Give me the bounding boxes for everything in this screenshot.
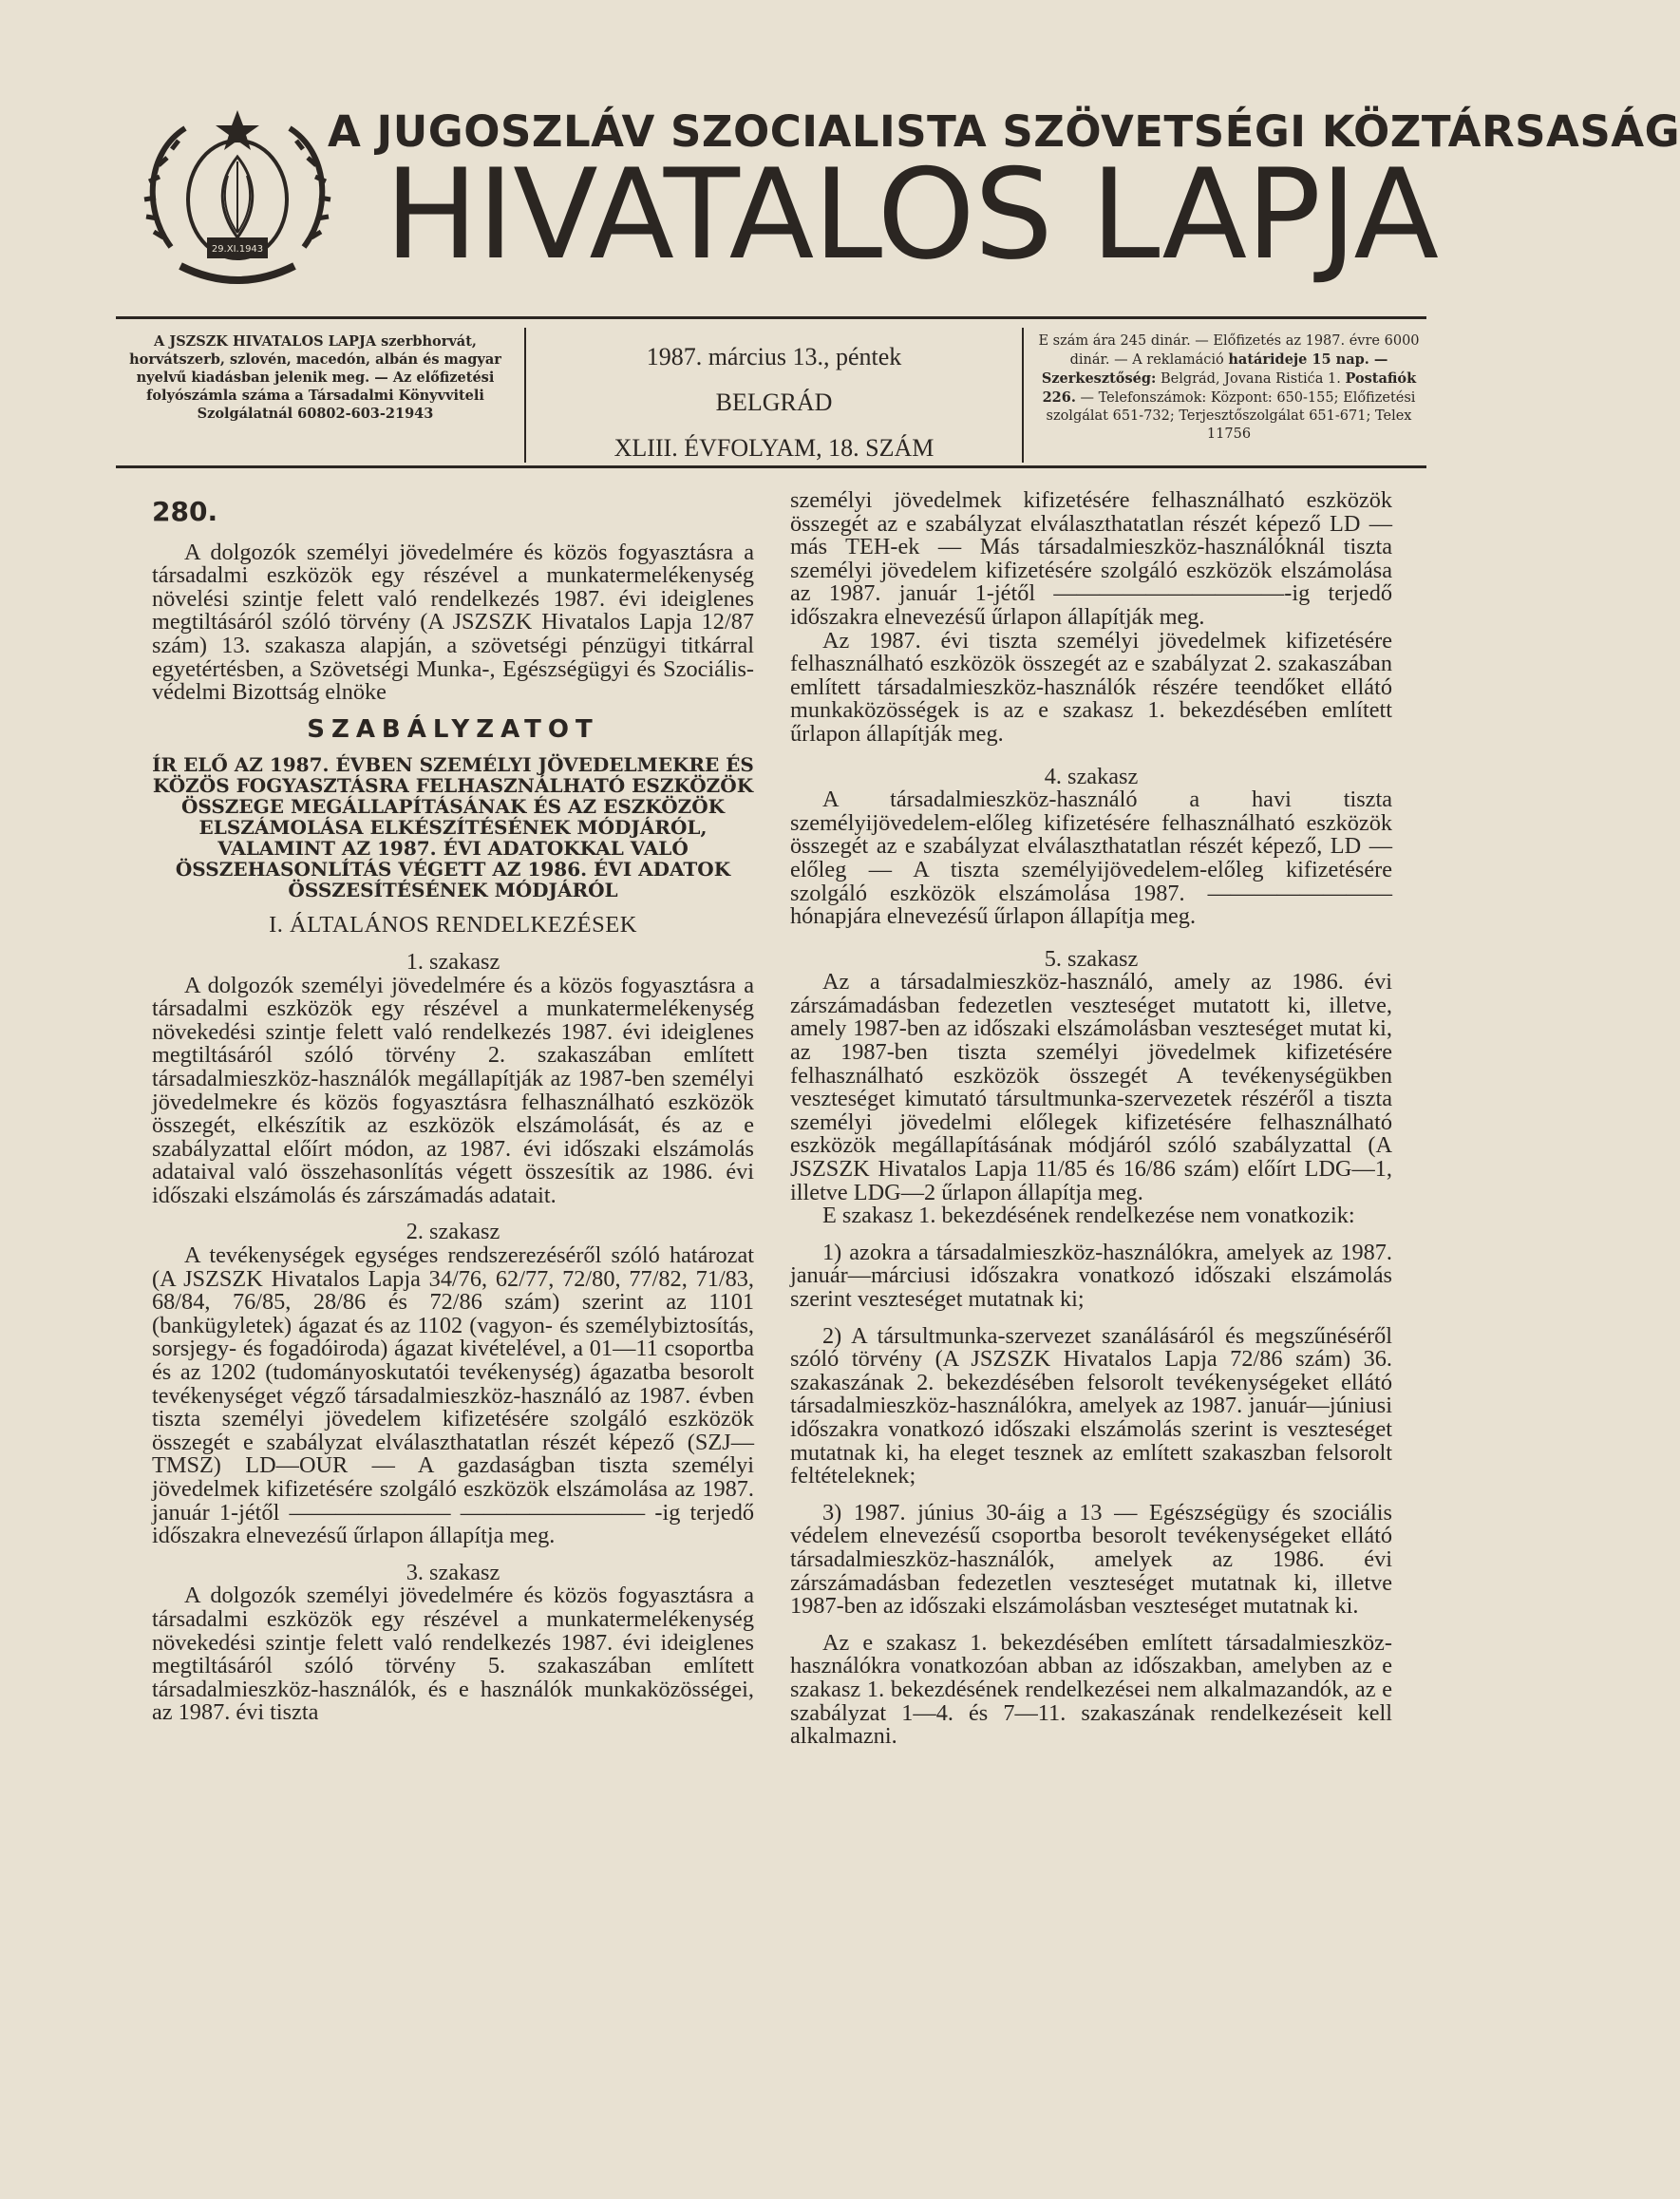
emblem-date: 29.XI.1943 [211,244,264,255]
article-2-title: 2. szakasz [406,1219,500,1245]
price-contact-info [1031,332,1426,444]
article-5-title: 5. szakasz [1044,945,1139,972]
publication-note: A JSZSZK HIVATALOS LAPJA szerbhorvát, horvátszerb, szlovén, macedón, albán és magyar nyelvű kiadásban jelenik meg. — Az előfizetési folyószámla száma a Társadalmi Könyvviteli Szolgálatnál 60802-603-21943 [129,333,501,422]
state-emblem-icon [142,104,332,299]
price-text: E szám ára 245 dinár. — Előfizetés az 1987. évre 6000 dinár. — A reklamáció [1038,333,1420,368]
phone-text: — Telefonszámok: Központ: 650-155; Előfizetési szolgálat 651-732; Terjesztőszolgálat 651-671; Telex 11756 [1046,390,1416,442]
article-3-text: A dolgozók személyi jövedelmére és közös fogyasztásra a társadalmi eszközök egy részével a munkatermelékenység növekedési szintje felett való rendelkezés 1987. évi ideiglenes megtiltásáról szóló törvény 5. szakaszában említett társadalmieszköz-használók, és e használók munkaközösségei, az 1987. évi tiszta [152,1583,754,1726]
intro-paragraph: A dolgozók személyi jövedelmére és közös fogyasztásra a társadalmi eszközök egy részével a munkatermelékenység növelési szintje felett való rendelkezés 1987. évi ideiglenes megtiltásáról szóló törvény (A JSZSZK Hivatalos Lapja 12/87 szám) 13. szakasza alapján, a szövetségi pénzügyi titkárral egyetértésben, a Szövetségi Munka-, Egészségügyi és Szociális-védelmi Bizottság elnöke [152,539,754,706]
left-column [152,489,754,1725]
exception-item-2: 2) A társultmunka-szervezet szanálásáról és megszűnéséről szóló törvény (A JSZSZK Hivatalos Lapja 72/86 szám) 36. szakaszának 2. bekezdésében felsorolt tevékenységeket ellátó társadalmieszköz-használókra, amelyek az 1987. január—júniusi időszakra vonatkozó időszaki elszámolás szerint is veszteséget mutatnak ki, ha eleget tesznek az említett szakaszban felsorolt feltételeknek; [790,1322,1392,1489]
article-3-title: 3. szakasz [406,1559,500,1585]
masthead-subtitle: A JUGOSZLÁV SZOCIALISTA SZÖVETSÉGI KÖZTÁRSASÁG [328,106,1680,157]
article-1-text: A dolgozók személyi jövedelmére és a közös fogyasztásra a társadalmi eszközök egy részével a munkatermelékenység növekedési szintje felett való rendelkezés 1987. évi ideiglenes megtiltásáról szóló törvény 2. szakaszában említett társadalmieszköz-használók megállapítják az 1987-ben személyi jövedelmekre és közös fogyasztásra felhasználható eszközök összegét, elkészítik az eszközök elszámolását, és az e szabályzattal előírt módon, az 1987. évi időszaki elszámolás adataival való összehasonlítás végett összesítik az 1986. évi időszaki elszámolás és zárszámadás adatait. [152,972,754,1208]
masthead-title: HIVATALOS LAPJA [385,142,1439,287]
article-2-text: A tevékenységek egységes rendszerezéséről szóló határozat (A JSZSZK Hivatalos Lapja 34/76, 62/77, 72/80, 77/82, 71/83, 68/84, 76/85, 28/86 és 72/86 szám) szerint az 1101 (bankügyletek) ágazat és az 1102 (vagyon- és személybiztosítás, sorsjegy- és fogadóiroda) ágazat kivételével, a 01—11 csoportba és az 1202 (tudományoskutatói tevékenység) ágazatba besorolt tevékenységet végző társadalmieszköz-használó az 1987. évben tiszta személyi jövedelem kifizetésére szolgáló eszközök összegét e szabályzat elválaszthatatlan részét képező (SZJ—TMSZ) LD—OUR — A gazdaságban tiszta személyi jövedelmek kifizetésére szolgáló eszközök elszámolása az 1987. január 1-jétől ——————— ———————— -ig terjedő időszakra elnevezésű űrlapon állapítja meg. [152,1242,754,1549]
po-box-text: Postafiók 226. [1042,370,1417,406]
regulation-title: ÍR ELŐ AZ 1987. ÉVBEN SZEMÉLYI JÖVEDELMEKRE ÉS KÖZÖS FOGYASZTÁSRA FELHASZNÁLHATÓ ESZKÖZÖK ÖSSZEGE MEGÁLLAPÍTÁSÁNAK ÉS AZ ESZKÖZÖK ELSZÁMOLÁSA ELKÉSZÍTÉSÉNEK MÓDJÁRÓL, VALAMINT AZ 1987. ÉVI ADATOKKAL VALÓ ÖSSZEHASONLÍTÁS VÉGETT AZ 1986. ÉVI ADATOK ÖSSZESÍTÉSÉNEK MÓDJÁRÓL [152,753,754,902]
exception-item-1: 1) azokra a társadalmieszköz-használókra, amelyek az 1987. január—márciusi időszakra vonatkozó időszaki elszámolás szerint veszteséget mutatnak ki; [790,1239,1392,1312]
issue-date: 1987. március 13., péntek [646,343,902,370]
issue-info [532,334,1016,471]
section-title: I. ÁLTALÁNOS RENDELKEZÉSEK [269,912,637,938]
article-5-paragraph-2: E szakasz 1. bekezdésének rendelkezése nem vonatkozik: [822,1203,1355,1229]
article-4-text: A társadalmieszköz-használó a havi tiszta személyijövedelem-előleg kifizetésére felhasználható eszközök összegét az e szabályzat elválaszthatatlan részét képező, LD — előleg — A tiszta személyijövedelem-előleg kifizetésére szolgáló eszközök elszámolása 1987. ———————— hónapjára elnevezésű űrlapon állapítja meg. [790,787,1392,930]
article-3-continued: személyi jövedelmek kifizetésére felhasználható eszközök összegét az e szabályzat elválaszthatatlan részét képező LD — más TEH-ek — Más társadalmieszköz-használóknál tiszta személyi jövedelem kifizetésére szolgáló eszközök elszámolása az 1987. január 1-jétől ——————————-ig terjedő időszakra elnevezésű űrlapon állapítják meg. [790,487,1392,630]
divider-left [524,328,526,463]
article-3-paragraph-2: Az 1987. évi tiszta személyi jövedelmek kifizetésére felhasználható eszközök összegét az e szabályzat 2. szakaszában említett társadalmieszköz-használók részére teendőket ellátó munkaközösségek is az e szakasz 1. bekezdésében említett űrlapon állapítják meg. [790,627,1392,747]
issue-city: BELGRÁD [715,389,833,416]
article-4-title: 4. szakasz [1044,763,1139,789]
issue-volume: XLIII. ÉVFOLYAM, 18. SZÁM [613,434,934,462]
divider-right [1022,328,1024,463]
right-column [790,489,1392,1749]
article-5-text: Az a társadalmieszköz-használó, amely az 1986. évi zárszámadásban fedezetlen veszteséget mutatott ki, illetve, amely 1987-ben az időszaki elszámolásban veszteséget mutat ki, az 1987-ben tiszta személyi jövedelmek kifizetésére felhasználható eszközök összegét A tevékenységükben veszteséget kimutató társultmunka-szervezetek részéről a tiszta személyi jövedelmi előlegek kifizetésére felhasználható eszközök megállapításának módjáról szóló szabályzattal (A JSZSZK Hivatalos Lapja 11/85 és 16/86 szám) előírt LDG—1, illetve LDG—2 űrlapon állapítja meg. [790,969,1392,1205]
address-text: Belgrád, Jovana Ristića 1. [1156,371,1346,387]
deadline-text: határideje 15 nap. — Szerkesztőség: [1041,351,1388,387]
exception-item-3: 3) 1987. június 30-áig a 13 — Egészségügy és szociális védelem elnevezésű csoportba besorolt tevékenységeket ellátó társadalmieszköz-használók, amelyek az 1986. évi zárszámadásban fedezetlen veszteséget mutatnak ki, illetve 1987-ben az időszaki elszámolásban veszteséget mutatnak ki. [790,1499,1392,1620]
regulation-heading: SZABÁLYZATOT [307,714,599,744]
article-5-final-paragraph: Az e szakasz 1. bekezdésében említett társadalmieszköz-használókra vonatkozóan abban az időszakban, amelyben az e szakasz 1. bekezdésének rendelkezései nem alkalmazandók, az e szabályzat 1—4. és 7—11. szakaszának rendelkezéseit kell alkalmazni. [790,1629,1392,1750]
article-1-title: 1. szakasz [406,948,500,975]
act-number: 280. [152,496,218,527]
top-rule [116,316,1426,319]
